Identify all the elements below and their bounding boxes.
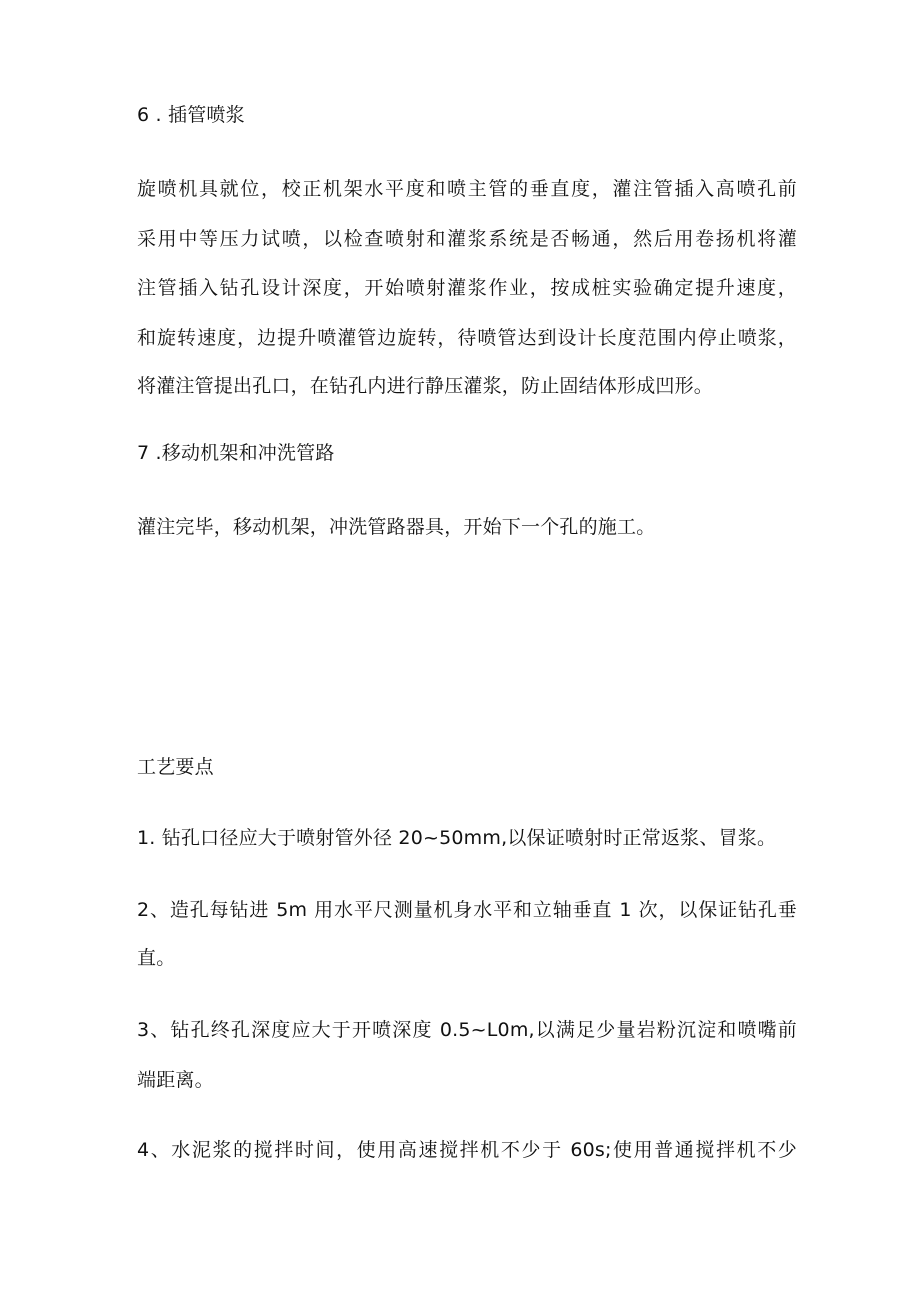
paragraph-line: 旋喷机具就位，校正机架水平度和喷主管的垂直度，灌注管插入高喷孔前 <box>137 178 797 200</box>
paragraph-line: 注管插入钻孔设计深度，开始喷射灌浆作业，按成桩实验确定提升速度， <box>137 277 797 299</box>
section-7-paragraph: 灌注完毕，移动机架，冲洗管路器具，开始下一个孔的施工。 <box>137 516 656 538</box>
paragraph-line: 将灌注管提出孔口，在钻孔内进行静压灌浆，防止固结体形成凹形。 <box>137 375 714 397</box>
key-points-heading: 工艺要点 <box>137 756 214 778</box>
key-point-4: 4、水泥浆的搅拌时间，使用高速搅拌机不少于 60s;使用普通搅拌机不少 <box>137 1139 797 1161</box>
paragraph-line: 2、造孔每钻进 5m 用水平尺测量机身水平和立轴垂直 1 次，以保证钻孔垂 <box>137 899 797 921</box>
section-7-heading: 7 .移动机架和冲洗管路 <box>137 442 335 464</box>
paragraph-line: 3、钻孔终孔深度应大于开喷深度 0.5~L0m,以满足少量岩粉沉淀和喷嘴前 <box>137 1019 797 1041</box>
paragraph-line: 采用中等压力试喷，以检查喷射和灌浆系统是否畅通，然后用卷扬机将灌 <box>137 228 797 250</box>
paragraph-line: 直。 <box>137 947 176 969</box>
key-point-1: 1. 钻孔口径应大于喷射管外径 20~50mm,以保证喷射时正常返浆、冒浆。 <box>137 827 777 849</box>
paragraph-line: 和旋转速度，边提升喷灌管边旋转，待喷管达到设计长度范围内停止喷浆， <box>137 327 797 349</box>
paragraph-line: 端距离。 <box>137 1069 214 1091</box>
section-6-heading: 6 . 插管喷浆 <box>137 104 245 126</box>
